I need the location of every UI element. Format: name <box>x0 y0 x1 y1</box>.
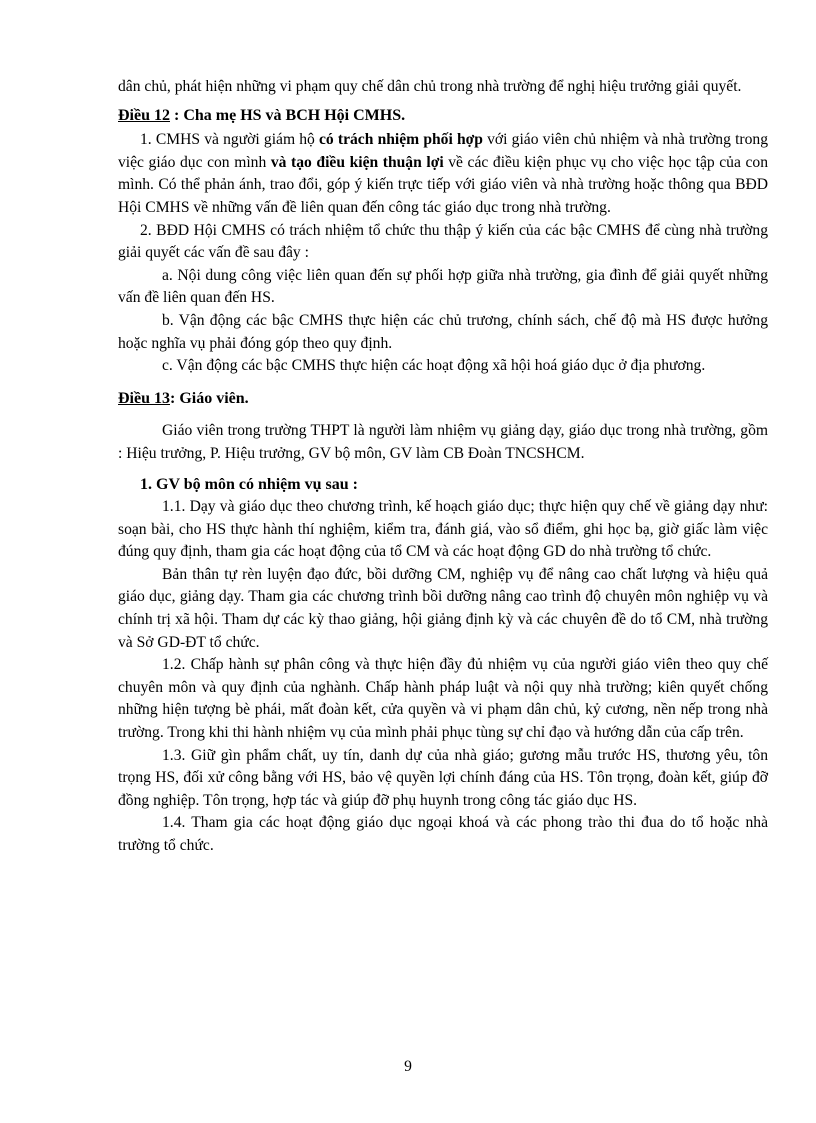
item-1-1: 1.1. Dạy và giáo dục theo chương trình, kế hoạch giáo dục; thực hiện quy chế về giảng dạy như: soạn bài, cho HS thực hành thí nghiệm, kiểm tra, đánh giá, vào sổ điểm, ghi học bạ, giờ giấc làm việc đúng quy định, tham gia các hoạt động của tổ CM và các hoạt động GD do nhà trường tổ chức. <box>118 498 768 561</box>
article-13-intro: Giáo viên trong trường THPT là người làm nhiệm vụ giảng dạy, giáo dục trong nhà trường, gồm : Hiệu trưởng, P. Hiệu trưởng, GV bộ môn, GV làm CB Đoàn TNCSHCM. <box>118 422 768 462</box>
paragraph-continuation: dân chủ, phát hiện những vi phạm quy chế dân chủ trong nhà trường để nghị hiệu trưởng giải quyết. <box>118 78 742 95</box>
article-12-clause-1 <box>118 129 768 219</box>
article-12-item-c: c. Vận động các bậc CMHS thực hiện các hoạt động xã hội hoá giáo dục ở địa phương. <box>162 357 706 375</box>
item-1-4: 1.4. Tham gia các hoạt động giáo dục ngoại khoá và các phong trào thi đua do tổ hoặc nhà trường tổ chức. <box>118 814 768 854</box>
section-1-heading: 1. GV bộ môn có nhiệm vụ sau : <box>140 475 358 493</box>
item-1-2: 1.2. Chấp hành sự phân công và thực hiện đầy đủ nhiệm vụ của người giáo viên theo quy chế chuyên môn và quy định của nghành. Chấp hành pháp luật và nội quy nhà trường; kiên quyết chống những hiện tượng bè phái, mất đoàn kết, cửa quyền và vi phạm dân chủ, kỷ cương, nền nếp trong nhà trường. Trong khi thi hành nhiệm vụ của mình phải phục tùng sự chỉ đạo và hướng dẫn của cấp trên. <box>118 656 768 742</box>
article-12-item-a: a. Nội dung công việc liên quan đến sự phối hợp giữa nhà trường, gia đình để giải quyết những vấn đề liên quan đến HS. <box>118 266 768 307</box>
clause-1-text-a: 1. CMHS và người giám hộ <box>140 131 320 149</box>
article-13-heading <box>118 388 768 411</box>
item-1-1-continued: Bản thân tự rèn luyện đạo đức, bồi dưỡng CM, nghiệp vụ để nâng cao chất lượng và hiệu quả giáo dục, giảng dạy. Tham gia các chương trình bồi dưỡng nâng cao trình độ chuyên môn nghiệp vụ và chính trị xã hội. Tham dự các kỳ thao giảng, hội giảng định kỳ và các chuyên đề do tổ CM, nhà trường và Sở GD-ĐT tổ chức. <box>118 565 768 651</box>
item-1-3: 1.3. Giữ gìn phẩm chất, uy tín, danh dự của nhà giáo; gương mẫu trước HS, thương yêu, tôn trọng HS, đối xử công bằng với HS, bảo vệ quyền lợi chính đáng của HS. Tôn trọng, đoàn kết, giúp đỡ đồng nghiệp. Tôn trọng, hợp tác và giúp đỡ phụ huynh trong công tác giáo dục HS. <box>118 746 768 809</box>
article-12-heading <box>118 105 768 128</box>
clause-1-text-c: về các điều kiện phục vụ cho việc học tập của con mình. Có thể phản ánh, trao đổi, góp ý kiến trực tiếp với giáo viên và nhà trường hoặc thông qua BĐD Hội CMHS về những vấn đề liên quan đến công tác giáo dục trong nhà trường. <box>118 153 768 216</box>
article-13-label: Điều 13 <box>118 389 170 407</box>
document-page <box>118 76 768 858</box>
article-12-clause-2: 2. BĐD Hội CMHS có trách nhiệm tổ chức thu thập ý kiến của các bậc CMHS để cùng nhà trường giải quyết các vấn đề sau đây : <box>118 221 768 262</box>
clause-1-bold-b: và tạo điều kiện thuận lợi <box>270 153 444 171</box>
clause-1-bold-a: có trách nhiệm phối hợp <box>319 131 483 149</box>
article-12-label: Điều 12 <box>118 106 170 124</box>
page-number: 9 <box>404 1058 412 1075</box>
clause-1-text-b: với giáo viên chủ nhiệm và nhà trường trong việc giáo dục con mình <box>118 131 768 171</box>
article-12-title: : Cha mẹ HS và BCH Hội CMHS. <box>170 106 406 124</box>
article-12-item-b: b. Vận động các bậc CMHS thực hiện các chủ trương, chính sách, chế độ mà HS được hưởng hoặc nghĩa vụ phải đóng góp theo quy định. <box>118 311 768 352</box>
article-13-title: : Giáo viên. <box>170 389 249 407</box>
